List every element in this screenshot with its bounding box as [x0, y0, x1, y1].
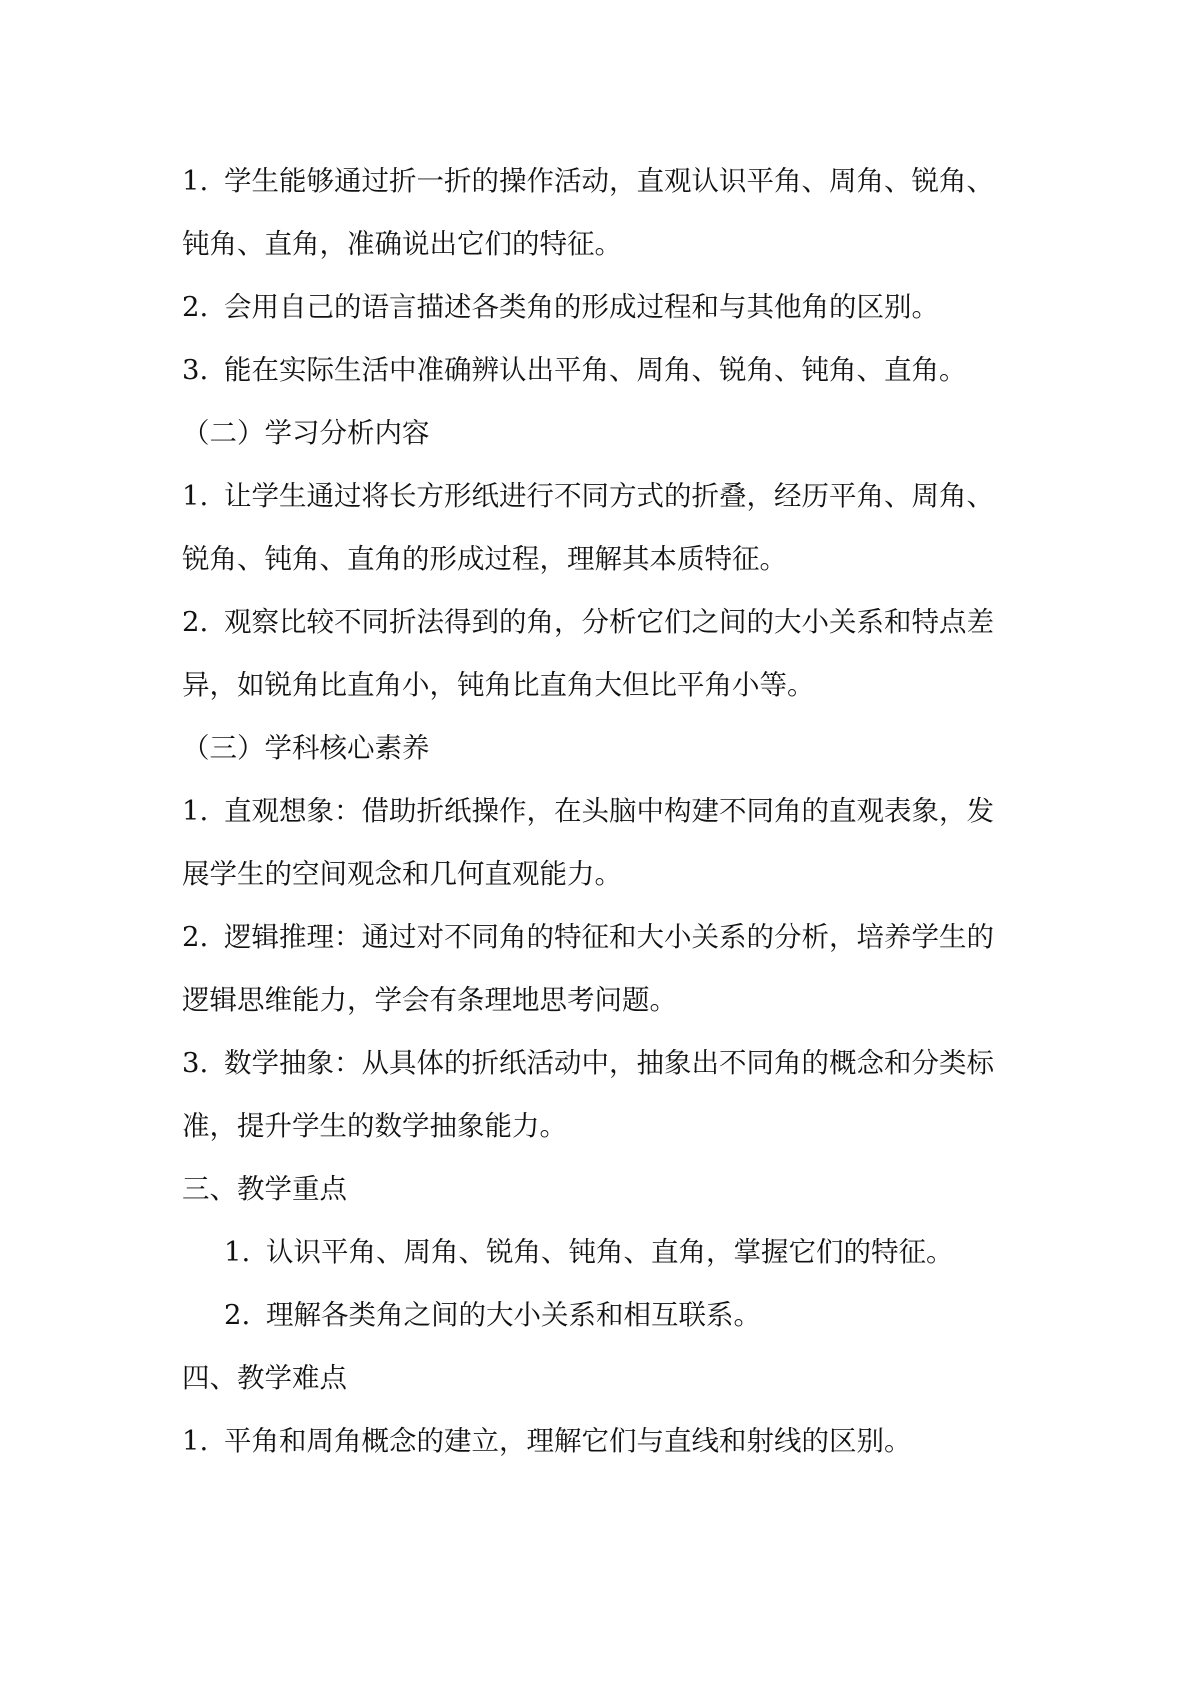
section-heading: 四、教学难点 [182, 1362, 347, 1394]
paragraph-text: 展学生的空间观念和几何直观能力。 [182, 858, 622, 890]
goal-3-line [182, 339, 1032, 402]
list-number: 2. [182, 606, 209, 638]
literacy-2-line-2 [182, 969, 1032, 1032]
goal-2-line [182, 276, 1032, 339]
list-number: 1. [224, 1236, 251, 1268]
section-heading: 三、教学重点 [182, 1173, 347, 1205]
paragraph-text: 让学生通过将长方形纸进行不同方式的折叠，经历平角、周角、 [224, 480, 994, 512]
paragraph-text: 直观想象：借助折纸操作，在头脑中构建不同角的直观表象，发 [224, 795, 994, 827]
section-heading: （二）学习分析内容 [182, 417, 430, 449]
list-number: 1. [182, 795, 209, 827]
section-heading-learning-analysis [182, 402, 1032, 465]
paragraph-text: 认识平角、周角、锐角、钝角、直角，掌握它们的特征。 [266, 1236, 954, 1268]
literacy-2-line-1 [182, 906, 1032, 969]
list-number: 2. [182, 921, 209, 953]
paragraph-text: 学生能够通过折一折的操作活动，直观认识平角、周角、锐角、 [224, 165, 994, 197]
document-body [182, 150, 1032, 1473]
paragraph-text: 异，如锐角比直角小，钝角比直角大但比平角小等。 [182, 669, 815, 701]
key-point-2-line [182, 1284, 1032, 1347]
paragraph-text: 理解各类角之间的大小关系和相互联系。 [266, 1299, 761, 1331]
list-number: 1. [182, 1425, 209, 1457]
section-heading-difficulties [182, 1347, 1032, 1410]
paragraph-text: 数学抽象：从具体的折纸活动中，抽象出不同角的概念和分类标 [224, 1047, 994, 1079]
paragraph-text: 平角和周角概念的建立，理解它们与直线和射线的区别。 [224, 1425, 912, 1457]
list-number: 3. [182, 1047, 209, 1079]
literacy-3-line-2 [182, 1095, 1032, 1158]
analysis-1-line-1 [182, 465, 1032, 528]
paragraph-text: 逻辑推理：通过对不同角的特征和大小关系的分析，培养学生的 [224, 921, 994, 953]
goal-1-line-2 [182, 213, 1032, 276]
difficulty-1-line [182, 1410, 1032, 1473]
list-number: 1. [182, 480, 209, 512]
list-number: 2. [224, 1299, 251, 1331]
section-heading: （三）学科核心素养 [182, 732, 430, 764]
paragraph-text: 会用自己的语言描述各类角的形成过程和与其他角的区别。 [224, 291, 939, 323]
paragraph-text: 能在实际生活中准确辨认出平角、周角、锐角、钝角、直角。 [224, 354, 967, 386]
paragraph-text: 锐角、钝角、直角的形成过程，理解其本质特征。 [182, 543, 787, 575]
analysis-2-line-2 [182, 654, 1032, 717]
key-point-1-line [182, 1221, 1032, 1284]
goal-1-line-1 [182, 150, 1032, 213]
section-heading-key-points [182, 1158, 1032, 1221]
paragraph-text: 钝角、直角，准确说出它们的特征。 [182, 228, 622, 260]
list-number: 2. [182, 291, 209, 323]
literacy-3-line-1 [182, 1032, 1032, 1095]
paragraph-text: 观察比较不同折法得到的角，分析它们之间的大小关系和特点差 [224, 606, 994, 638]
list-number: 1. [182, 165, 209, 197]
literacy-1-line-2 [182, 843, 1032, 906]
paragraph-text: 逻辑思维能力，学会有条理地思考问题。 [182, 984, 677, 1016]
analysis-1-line-2 [182, 528, 1032, 591]
paragraph-text: 准，提升学生的数学抽象能力。 [182, 1110, 567, 1142]
literacy-1-line-1 [182, 780, 1032, 843]
section-heading-core-literacy [182, 717, 1032, 780]
list-number: 3. [182, 354, 209, 386]
analysis-2-line-1 [182, 591, 1032, 654]
